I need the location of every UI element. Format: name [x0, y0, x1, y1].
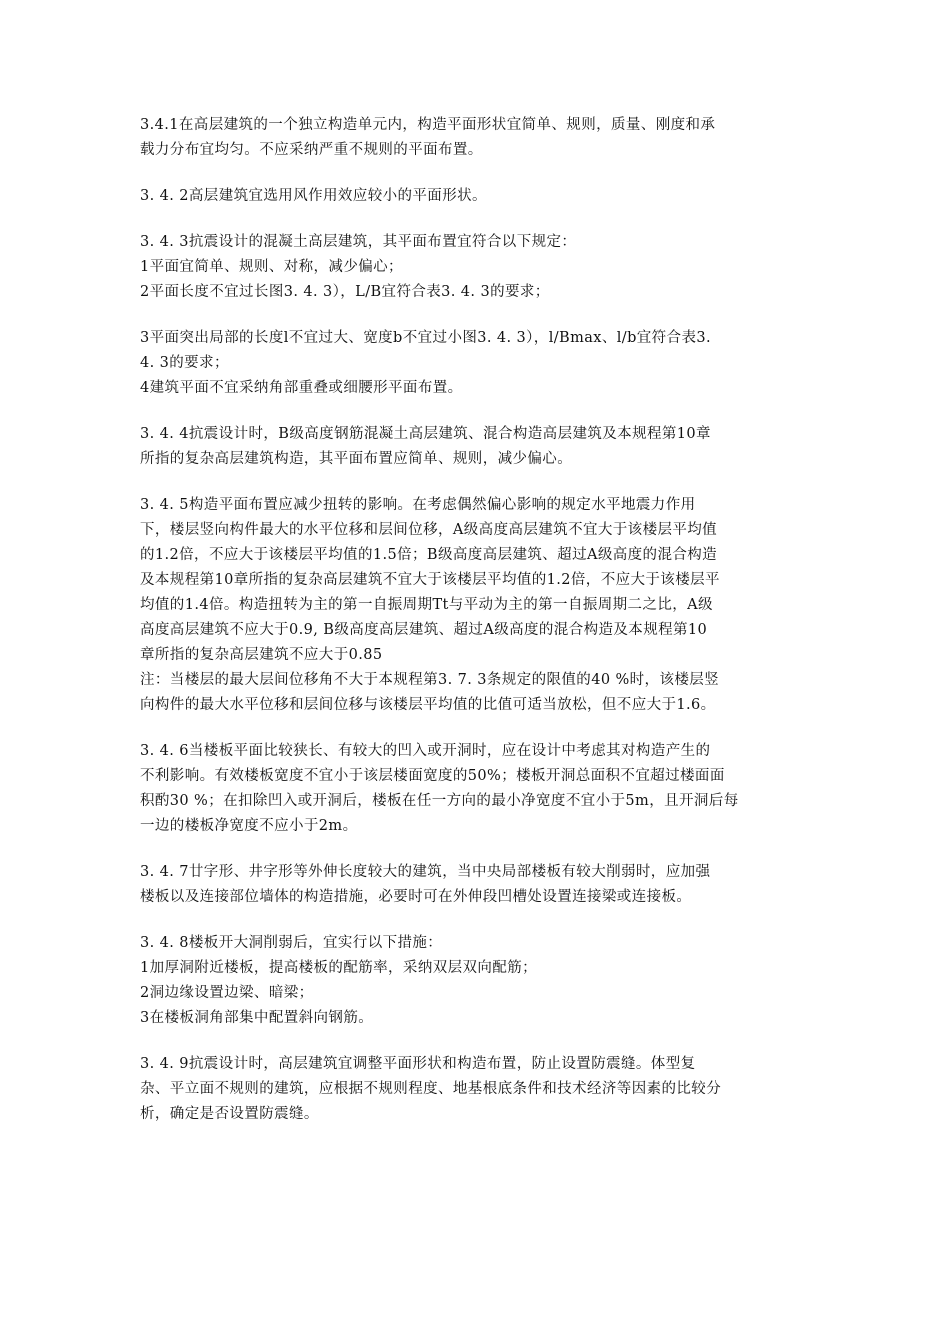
clause-3-4-3 [140, 230, 820, 305]
clause-3-4-2 [140, 184, 820, 209]
clause-3-4-8 [140, 931, 820, 1031]
text-line: 积酌30 %；在扣除凹入或开洞后，楼板在任一方向的最小净宽度不宜小于5m，且开洞后每 [140, 793, 739, 809]
text-line: 3. 4. 3抗震设计的混凝土高层建筑，其平面布置宜符合以下规定： [140, 234, 577, 250]
clause-3-4-9 [140, 1052, 820, 1127]
text-line: 3.4.1在高层建筑的一个独立构造单元内，构造平面形状宜简单、规则，质量、刚度和承 [140, 117, 716, 133]
text-line: 高度高层建筑不应大于0.9, B级高度高层建筑、超过A级高度的混合构造及本规程第10 [140, 622, 708, 638]
text-line: 杂、平立面不规则的建筑，应根据不规则程度、地基根底条件和技术经济等因素的比较分 [140, 1081, 722, 1097]
clause-3-4-4 [140, 422, 820, 472]
text-line: 4. 3的要求； [140, 355, 229, 371]
text-line: 3. 4. 7廿字形、井字形等外伸长度较大的建筑，当中央局部楼板有较大削弱时，应加强 [140, 864, 711, 880]
text-line: 3. 4. 4抗震设计时，B级高度钢筋混凝土高层建筑、混合构造高层建筑及本规程第10章 [140, 426, 711, 442]
text-line: 3. 4. 6当楼板平面比较狭长、有较大的凹入或开洞时，应在设计中考虑其对构造产生的 [140, 743, 711, 759]
text-line: 2洞边缘设置边梁、暗梁； [140, 985, 314, 1001]
text-line: 下，楼层竖向构件最大的水平位移和层间位移，A级高度高层建筑不宜大于该楼层平均值 [140, 522, 718, 538]
text-line: 3平面突出局部的长度l不宜过大、宽度b不宜过小图3. 4. 3），l/Bmax、l/b宜符合表3. [140, 330, 711, 346]
text-line: 3. 4. 5构造平面布置应减少扭转的影响。在考虑偶然偏心影响的规定水平地震力作用 [140, 497, 696, 513]
text-line: 2平面长度不宜过长图3. 4. 3），L/B宜符合表3. 4. 3的要求； [140, 284, 550, 300]
text-line: 3. 4. 8楼板开大洞削弱后，宜实行以下措施： [140, 935, 443, 951]
clause-3-4-6 [140, 739, 820, 839]
text-line: 3. 4. 9抗震设计时，高层建筑宜调整平面形状和构造布置，防止设置防震缝。体型复 [140, 1056, 696, 1072]
text-line: 均值的1.4倍。构造扭转为主的第一自振周期Tt与平动为主的第一自振周期二之比，A级 [140, 597, 713, 613]
text-line: 楼板以及连接部位墙体的构造措施，必要时可在外伸段凹槽处设置连接梁或连接板。 [140, 889, 692, 905]
note-line: 向构件的最大水平位移和层间位移与该楼层平均值的比值可适当放松，但不应大于1.6。 [140, 697, 716, 713]
text-line: 3在楼板洞角部集中配置斜向钢筋。 [140, 1010, 374, 1026]
text-line: 载力分布宜均匀。不应采纳严重不规则的平面布置。 [140, 142, 483, 158]
text-line: 1加厚洞附近楼板，提高楼板的配筋率，采纳双层双向配筋； [140, 960, 538, 976]
text-line: 及本规程第10章所指的复杂高层建筑不宜大于该楼层平均值的1.2倍，不应大于该楼层平 [140, 572, 720, 588]
text-line: 1平面宜简单、规则、对称，减少偏心； [140, 259, 403, 275]
text-line: 4建筑平面不宜采纳角部重叠或细腰形平面布置。 [140, 380, 463, 396]
text-line: 3. 4. 2高层建筑宜选用风作用效应较小的平面形状。 [140, 188, 487, 204]
text-line: 析，确定是否设置防震缝。 [140, 1106, 319, 1122]
note-line: 注：当楼层的最大层间位移角不大于本规程第3. 7. 3条规定的限值的40 %时，该楼层竖 [140, 672, 720, 688]
text-line: 所指的复杂高层建筑构造，其平面布置应简单、规则，减少偏心。 [140, 451, 573, 467]
text-line: 一边的楼板净宽度不应小于2m。 [140, 818, 358, 834]
clause-3-4-1 [140, 113, 820, 163]
text-line: 章所指的复杂高层建筑不应大于0.85 [140, 647, 383, 663]
text-line: 的1.2倍，不应大于该楼层平均值的1.5倍；B级高度高层建筑、超过A级高度的混合构造 [140, 547, 718, 563]
clause-3-4-3-continued [140, 326, 820, 401]
clause-3-4-5 [140, 493, 820, 718]
clause-3-4-7 [140, 860, 820, 910]
text-line: 不利影响。有效楼板宽度不宜小于该层楼面宽度的50%；楼板开洞总面积不宜超过楼面面 [140, 768, 725, 784]
document-body [140, 113, 820, 1148]
